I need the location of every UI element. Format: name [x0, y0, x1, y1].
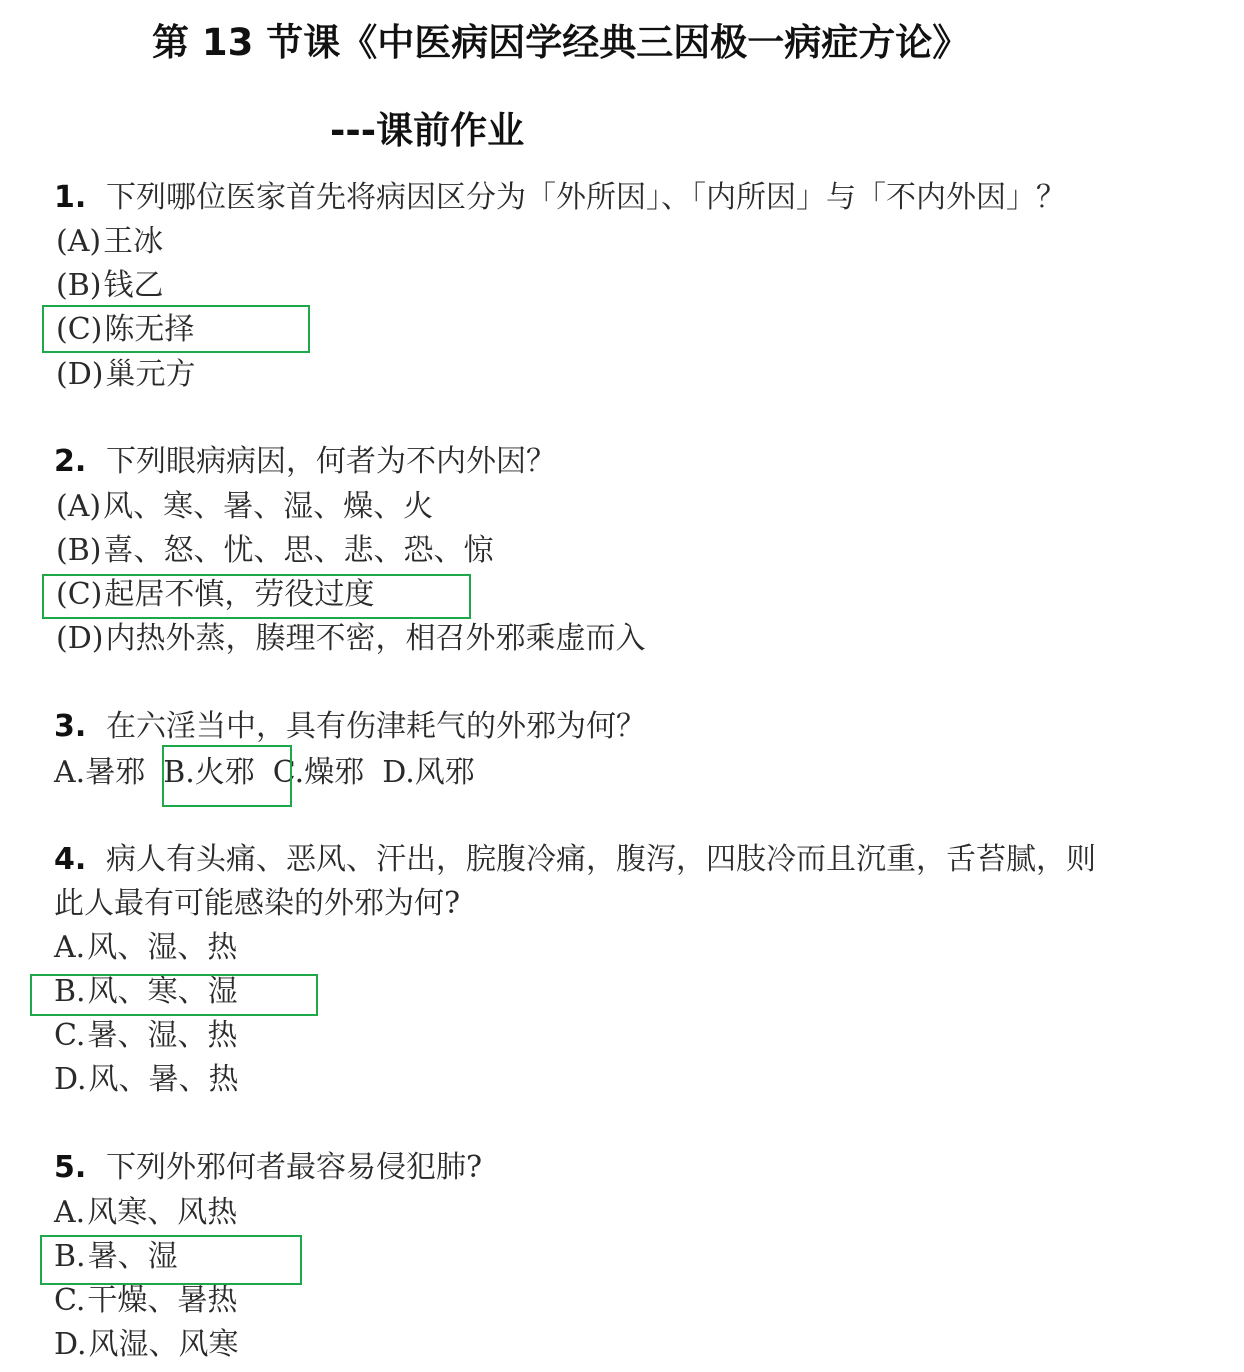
option-label: A.: [54, 755, 86, 790]
option-label: (A): [56, 489, 102, 524]
q2-option-b: [56, 531, 493, 571]
question-text: 病人有头痛、恶风、汗出，脘腹冷痛，腹泻，四肢冷而且沉重，舌苔腻，则: [106, 842, 1096, 877]
option-label: (C): [56, 312, 103, 347]
option-text: 风湿、风寒: [88, 1327, 239, 1362]
option-label: (B): [56, 533, 102, 568]
option-text: 巢元方: [105, 357, 196, 392]
q5-option-b: [54, 1237, 178, 1277]
question-5: [54, 1148, 482, 1188]
page-title: 第 13 节课《中医病因学经典三因极一病症方论》: [152, 21, 970, 64]
option-label: D.: [54, 1327, 87, 1362]
q4-option-c: [54, 1016, 237, 1056]
option-label: (B): [56, 268, 102, 303]
option-text: 风寒、风热: [87, 1195, 238, 1230]
option-text: 王冰: [103, 224, 164, 259]
option-text: 暑、湿: [87, 1239, 178, 1274]
question-text: 在六淫当中，具有伤津耗气的外邪为何？: [106, 709, 646, 744]
question-3: [54, 707, 646, 747]
question-number: 4.: [54, 842, 87, 877]
question-number: 5.: [54, 1150, 87, 1185]
q3-option-b: [163, 753, 255, 793]
option-text: 火邪: [194, 755, 255, 790]
q1-option-c: [56, 310, 194, 350]
option-label: C.: [54, 1283, 86, 1318]
option-text: 风、寒、湿: [87, 974, 238, 1009]
q5-option-d: [54, 1325, 239, 1365]
option-label: C.: [272, 755, 305, 790]
option-label: B.: [54, 974, 86, 1009]
question-2: [54, 442, 556, 482]
q3-options: [54, 753, 493, 793]
q3-option-d: [382, 753, 475, 793]
question-4: [54, 840, 1096, 880]
question-text-continued: 此人最有可能感染的外邪为何?: [54, 886, 461, 921]
q2-option-a: [56, 487, 433, 527]
q1-option-a: [56, 222, 163, 262]
option-label: (D): [56, 357, 104, 392]
q2-option-d: [56, 619, 645, 659]
option-text: 暑邪: [85, 755, 146, 790]
question-1: [54, 178, 1066, 218]
option-label: B.: [163, 755, 195, 790]
option-label: (D): [56, 621, 104, 656]
option-label: C.: [54, 1018, 86, 1053]
option-label: A.: [54, 930, 86, 965]
question-number: 1.: [54, 180, 87, 215]
option-label: (A): [56, 224, 102, 259]
q4-option-a: [54, 928, 237, 968]
q1-option-b: [56, 266, 163, 306]
option-label: B.: [54, 1239, 86, 1274]
option-label: (C): [56, 577, 103, 612]
question-number: 2.: [54, 444, 87, 479]
question-text: 下列外邪何者最容易侵犯肺?: [106, 1150, 483, 1185]
option-text: 风、暑、热: [88, 1062, 239, 1097]
option-text: 起居不慎，劳役过度: [104, 577, 375, 612]
q5-option-a: [54, 1193, 237, 1233]
option-text: 风、湿、热: [87, 930, 238, 965]
q5-option-c: [54, 1281, 237, 1321]
question-number: 3.: [54, 709, 87, 744]
q3-option-a: [54, 753, 145, 793]
option-text: 风、寒、暑、湿、燥、火: [103, 489, 434, 524]
question-text: 下列哪位医家首先将病因区分为「外所因」、「内所因」与「不内外因」？: [106, 180, 1066, 215]
option-text: 内热外蒸，腠理不密，相召外邪乘虚而入: [105, 621, 646, 656]
question-4-continued: [54, 884, 460, 924]
option-text: 喜、怒、忧、思、悲、恐、惊: [103, 533, 494, 568]
page-subtitle: ---课前作业: [330, 109, 525, 152]
q4-option-b: [54, 972, 238, 1012]
option-text: 暑、湿、热: [87, 1018, 238, 1053]
q3-option-c: [273, 753, 364, 793]
option-label: D.: [54, 1062, 87, 1097]
question-text: 下列眼病病因，何者为不内外因？: [106, 444, 556, 479]
option-label: D.: [382, 755, 415, 790]
option-text: 钱乙: [103, 268, 164, 303]
q4-option-d: [54, 1060, 239, 1100]
option-text: 干燥、暑热: [87, 1283, 238, 1318]
option-label: A.: [54, 1195, 86, 1230]
option-text: 燥邪: [304, 755, 365, 790]
q1-option-d: [56, 355, 195, 395]
option-text: 陈无择: [104, 312, 195, 347]
q2-option-c: [56, 575, 374, 615]
option-text: 风邪: [414, 755, 475, 790]
